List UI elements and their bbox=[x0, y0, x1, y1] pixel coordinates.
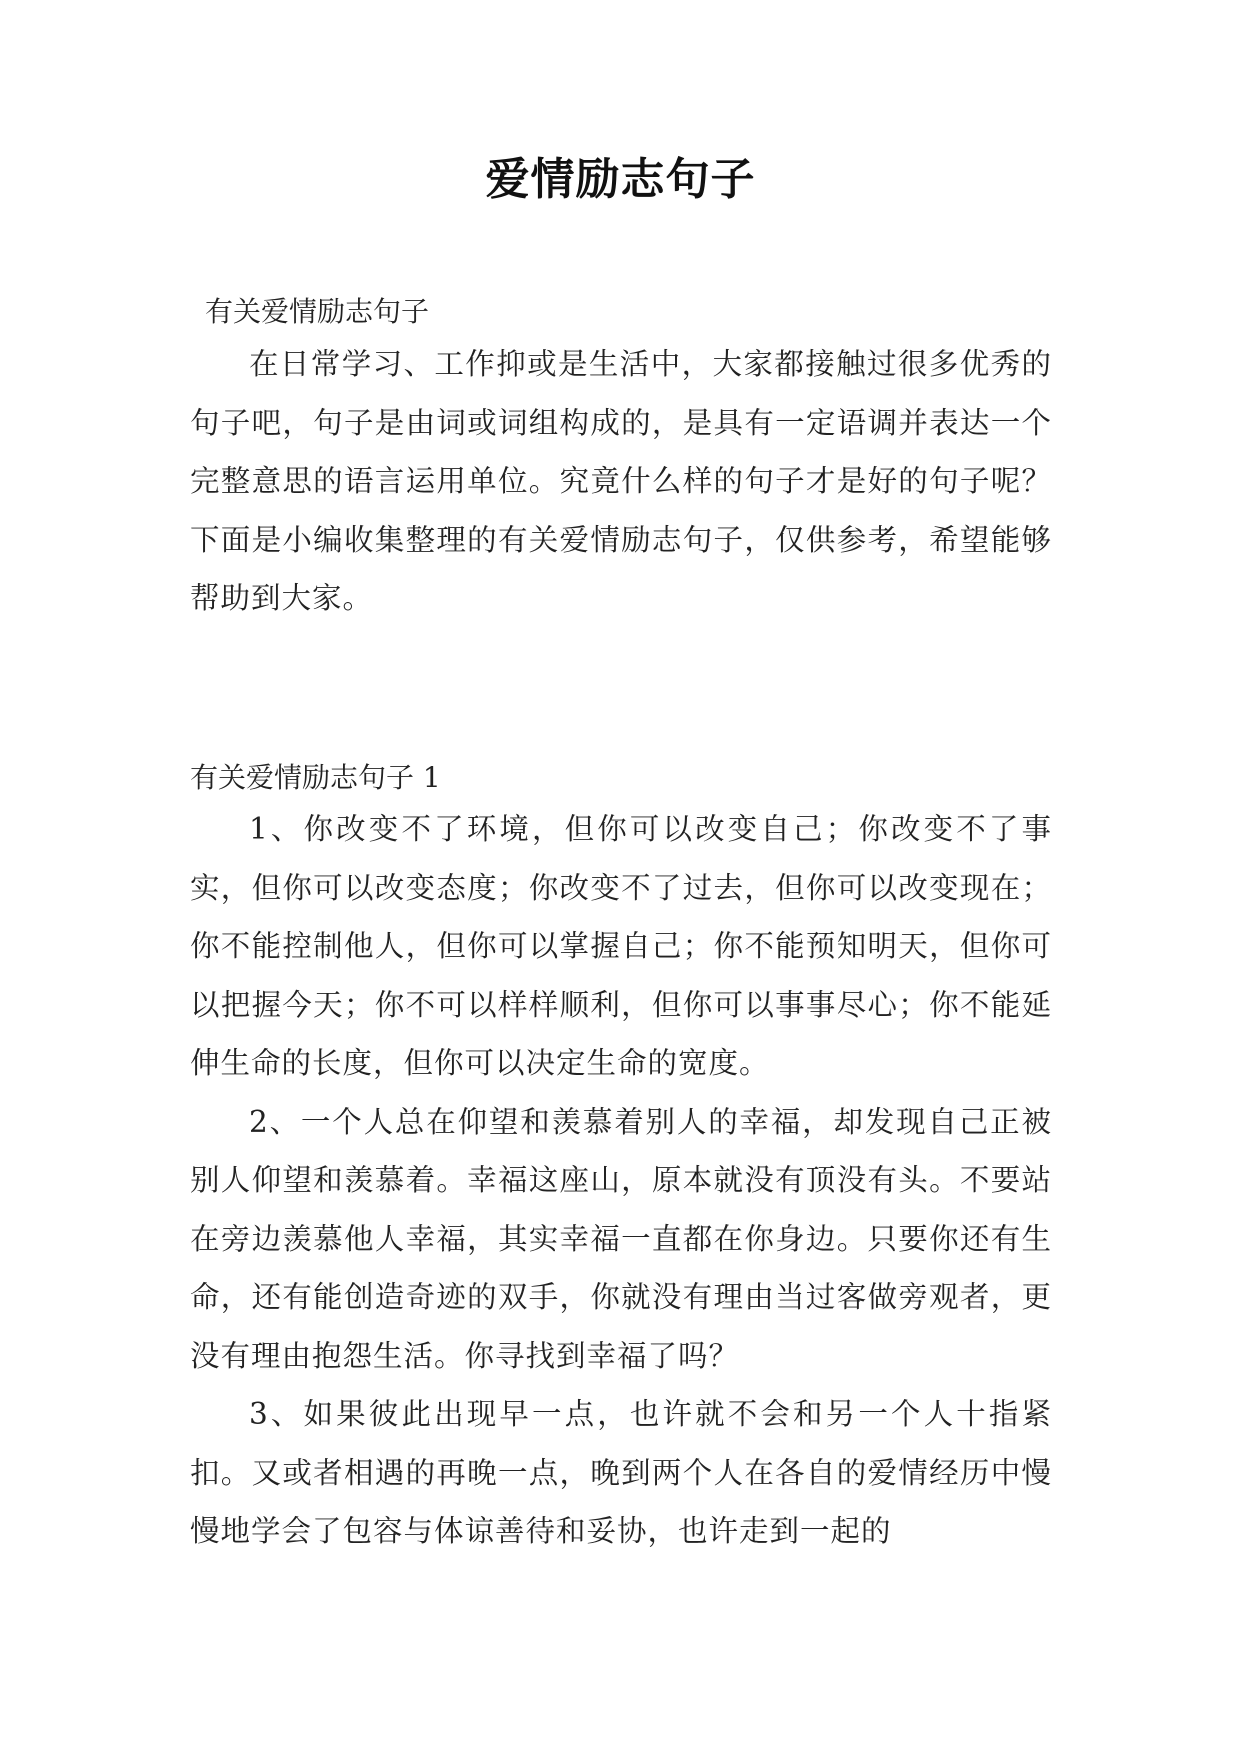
list-item: 3、如果彼此出现早一点，也许就不会和另一个人十指紧扣。又或者相遇的再晚一点，晚到两个人在各自的爱情经历中慢慢地学会了包容与体谅善待和妥协，也许走到一起的 bbox=[190, 1397, 1052, 1548]
intro-block bbox=[190, 335, 1052, 628]
list-item: 2、一个人总在仰望和羡慕着别人的幸福，却发现自己正被别人仰望和羡慕着。幸福这座山，原本就没有顶没有头。不要站在旁边羡慕他人幸福，其实幸福一直都在你身边。只要你还有生命，还有能创造奇迹的双手，你就没有理由当过客做旁观者，更没有理由抱怨生活。你寻找到幸福了吗？ bbox=[190, 1104, 1052, 1373]
section-heading: 有关爱情励志句子 1 bbox=[190, 761, 441, 794]
items-block bbox=[190, 800, 1052, 1561]
list-item: 1、你改变不了环境，但你可以改变自己；你改变不了事实，但你可以改变态度；你改变不了过去，但你可以改变现在；你不能控制他人，但你可以掌握自己；你不能预知明天，但你可以把握今天；你不可以样样顺利，但你可以事事尽心；你不能延伸生命的长度，但你可以决定生命的宽度。 bbox=[190, 812, 1052, 1080]
document-subheading: 有关爱情励志句子 bbox=[205, 295, 430, 328]
intro-paragraph: 在日常学习、工作抑或是生活中，大家都接触过很多优秀的句子吧，句子是由词或词组构成的，是具有一定语调并表达一个完整意思的语言运用单位。究竟什么样的句子才是好的句子呢？下面是小编收集整理的有关爱情励志句子，仅供参考，希望能够帮助到大家。 bbox=[190, 347, 1052, 615]
page-title: 爱情励志句子 bbox=[485, 154, 756, 205]
